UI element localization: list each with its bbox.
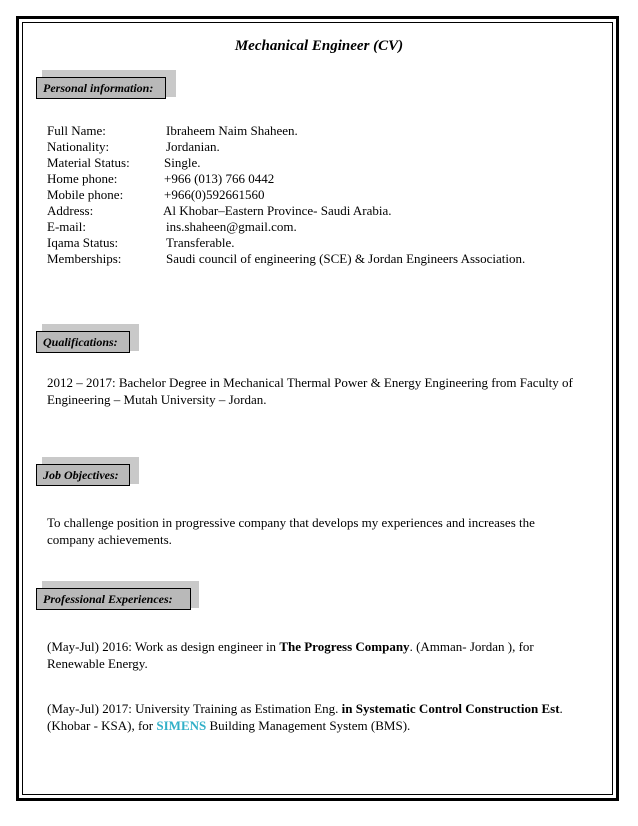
experience-text: (May-Jul) 2016: Work as design engineer in xyxy=(47,639,280,654)
experience-item xyxy=(47,638,577,672)
info-value: Al Khobar–Eastern Province- Saudi Arabia. xyxy=(163,203,392,218)
info-value: Ibraheem Naim Shaheen. xyxy=(166,123,298,138)
info-label: Full Name: xyxy=(47,123,106,138)
info-label: Memberships: xyxy=(47,251,122,266)
experience-text: Building Management System (BMS). xyxy=(206,718,411,733)
section-header-experience: Professional Experiences: xyxy=(36,588,191,610)
info-label: Iqama Status: xyxy=(47,235,119,250)
experience-text: . (Amman- Jordan ), for Renewable Energy. xyxy=(47,639,534,671)
brand-highlight: SIMENS xyxy=(156,718,207,733)
objective-text: To challenge position in progressive company that develops my experiences and increases the company achievements. xyxy=(47,515,535,547)
section-header-objectives: Job Objectives: xyxy=(36,464,130,486)
qualification-text: 2012 – 2017: Bachelor Degree in Mechanical Thermal Power & Energy Engineering from Faculty of Engineering – Mutah University – Jordan. xyxy=(47,375,573,407)
section-header-personal: Personal information: xyxy=(36,77,166,99)
info-label: Material Status: xyxy=(47,155,130,170)
info-label: Home phone: xyxy=(47,171,118,186)
page-border-inner xyxy=(22,22,613,795)
experience-company: in Systematic Control Construction Est xyxy=(341,701,560,716)
info-value: Saudi council of engineering (SCE) & Jordan Engineers Association. xyxy=(166,251,526,266)
info-value: Single. xyxy=(164,155,201,170)
info-value: ins.shaheen@gmail.com. xyxy=(166,219,297,234)
experience-company: The Progress Company xyxy=(279,639,410,654)
experience-text: . (Khobar - KSA), for xyxy=(47,701,563,733)
info-value: +966(0)592661560 xyxy=(164,187,265,202)
info-value: Jordanian. xyxy=(166,139,220,154)
info-label: Address: xyxy=(47,203,94,218)
info-label: Mobile phone: xyxy=(47,187,124,202)
section-header-qualifications: Qualifications: xyxy=(36,331,130,353)
experience-text: (May-Jul) 2017: University Training as Estimation Eng. xyxy=(47,701,342,716)
info-value: +966 (013) 766 0442 xyxy=(164,171,275,186)
info-label: Nationality: xyxy=(47,139,110,154)
cv-title: Mechanical Engineer (CV) xyxy=(234,38,404,54)
info-value: Transferable. xyxy=(166,235,235,250)
info-label: E-mail: xyxy=(47,219,86,234)
experience-item xyxy=(47,700,597,734)
